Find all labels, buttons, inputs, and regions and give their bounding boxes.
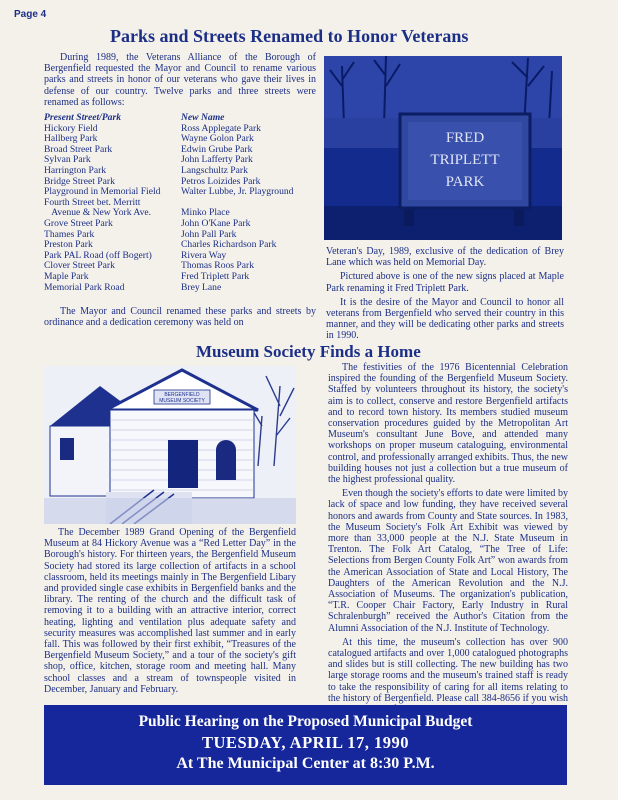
page-number: Page 4 — [14, 9, 47, 20]
fred-triplett-park-sign-photo — [324, 56, 562, 240]
present-name-cell: Hallberg Park — [44, 133, 98, 145]
banner-date: TUESDAY, APRIL 17, 1990 — [202, 733, 409, 752]
new-name-cell: Brey Lane — [181, 281, 222, 293]
museum-sign-text: MUSEUM SOCIETY — [159, 398, 205, 404]
sign-text-line: TRIPLETT — [430, 152, 500, 168]
new-name-cell: Walter Lubbe, Jr. Playground — [181, 186, 294, 198]
new-name-cell: Langschultz Park — [181, 164, 248, 176]
new-name-cell: Edwin Grube Park — [181, 143, 253, 155]
new-name-cell: Rivera Way — [181, 249, 227, 261]
parks-closing-paragraph: The Mayor and Council renamed these parks and streets by ordinance and a dedication ceremony was held on — [44, 306, 316, 329]
table-row — [44, 219, 316, 230]
present-name-cell: Sylvan Park — [44, 154, 91, 166]
museum-right-paragraph: Even though the society's efforts to date were limited by lack of space and low funding, they have received several honors and awards from County and State sources. In 1983, the Museum Society's Folk Art Exhibit was viewed by more than 33,000 people at the N.J. State Museum in Trenton. The Folk Art Catalog, “The Tree of Life: Selections from Bergen County Folk Art” won awards from the American Association of State and Local History, The Daughters of the American Revolution and the N.J. Association of Museums. The organization's publication, “T.R. Cooper Chair Factory, Early Industry in Rural Schralenburgh” received the Author's Citation from the Alumni Association of the N.J. Institute of Technology. — [328, 488, 568, 634]
parks-right-paragraph: Pictured above is one of the new signs placed at Maple Park renaming it Fred Triplett Park. — [326, 271, 564, 294]
museum-right-paragraph: At this time, the museum's collection has over 900 catalogued artifacts and over 1,000 catalogued photographs and slides but is still collecting. The new building has two large storage rooms and the museum's trained staff is ready to take the responsibility of caring for all items relating to the history of Bergenfield. Please call 384-8656 if you wish — [328, 636, 568, 704]
column-header-present: Present Street/Park — [44, 112, 122, 123]
present-name-cell: Grove Street Park — [44, 217, 113, 229]
present-name-cell: Preston Park — [44, 239, 93, 251]
present-name-cell: Maple Park — [44, 270, 89, 282]
museum-photo-illustration — [44, 366, 296, 524]
table-row — [44, 272, 316, 283]
present-name-cell: Park PAL Road (off Bogert) — [44, 249, 152, 261]
new-name-cell: John O'Kane Park — [181, 217, 251, 229]
museum-sign-text: BERGENFIELD — [164, 392, 200, 398]
present-name-cell: Harrington Park — [44, 164, 107, 176]
museum-right-column — [328, 362, 568, 718]
present-name-cell: Broad Street Park — [44, 143, 113, 155]
banner-location-time: At The Municipal Center at 8:30 P.M. — [176, 755, 435, 772]
sign-text-line: PARK — [445, 174, 485, 190]
new-name-cell: Ross Applegate Park — [181, 122, 261, 134]
museum-right-paragraph: The festivities of the 1976 Bicentennial Celebration inspired the founding of the Bergenfield Museum Society. Staffed by volunteers throughout its history, the society's aim is to collect, conserve and restore Bergenfield artifacts and to record town history. Its members studied museum conservation procedures guided by the Metropolitan Art Museum's consultant June Bove, and attended many workshops on proper museum cataloguing, environmental control, and professionally arranged exhibits. Thus, the new building houses not just a collection but a true museum of the highest professional quality. — [328, 362, 568, 486]
table-row — [44, 283, 316, 294]
new-name-cell: John Lafferty Park — [181, 154, 253, 166]
present-name-cell: Thames Park — [44, 228, 95, 240]
parks-right-paragraph: It is the desire of the Mayor and Council to honor all veterans from Bergenfield who served their country in this manner, and they will be dedicating other parks and streets in 1990. — [326, 296, 564, 342]
new-name-cell: Wayne Golon Park — [181, 133, 254, 145]
banner-headline: Public Hearing on the Proposed Municipal Budget — [138, 713, 473, 730]
parks-right-paragraph: Veteran's Day, 1989, exclusive of the dedication of Brey Lane which was held on Memorial Day. — [326, 246, 564, 269]
present-name-cell: Clover Street Park — [44, 260, 115, 272]
column-header-new: New Name — [181, 112, 225, 123]
new-name-cell: Fred Triplett Park — [181, 270, 250, 282]
sign-photo-illustration — [324, 56, 562, 240]
present-name-cell: Avenue & New York Ave. — [44, 207, 152, 219]
museum-building-photo — [44, 366, 296, 524]
article-title-museum: Museum Society Finds a Home — [196, 342, 421, 361]
table-row — [44, 166, 316, 177]
present-name-cell: Fourth Street bet. Merritt — [44, 196, 141, 208]
parks-right-column — [326, 246, 564, 345]
new-name-cell: John Pall Park — [181, 228, 237, 240]
new-name-cell: Petros Loizides Park — [181, 175, 261, 187]
sign-text-line: FRED — [445, 130, 485, 146]
present-name-cell: Hickory Field — [44, 122, 98, 134]
new-name-cell: Charles Richardson Park — [181, 239, 277, 251]
present-name-cell: Memorial Park Road — [44, 281, 125, 293]
new-name-cell: Minko Place — [181, 207, 230, 219]
article-title-parks: Parks and Streets Renamed to Honor Veterans — [110, 26, 469, 46]
museum-left-paragraph: The December 1989 Grand Opening of the Bergenfield Museum at 84 Hickory Avenue was a “Red Letter Day” in the Borough's history. For thirteen years, the Bergenfield Museum Society had stored its large collection of artifacts in a school classroom, held its meetings mainly in The Bergenfield Libary and provided single case exhibits in Bergenfield banks and the library. The renting of the church and the difficult task of removing it to a building with an attractive interior, correct heating, lighting and ventilation plus adequate safety and security measures was accomplished last summer and in early fall. This was followed by their first exhibit, “Treasures of the Bergenfield Museum Society,” and a tour of the society's gift shop, office, kitchen, storage room and meeting hall. Many school classes and a stream of townspeople visited in December, January and February. — [44, 527, 296, 695]
renamed-parks-table — [44, 113, 316, 293]
parks-intro-paragraph: During 1989, the Veterans Alliance of the Borough of Bergenfield requested the Mayor and Council to rename various parks and streets in honor of our veterans who gave their lives in defense of our country. Twelve parks and three streets were renamed as follows: — [44, 52, 316, 108]
budget-hearing-banner — [44, 705, 567, 785]
new-name-cell: Thomas Roos Park — [181, 260, 255, 272]
present-name-cell: Bridge Street Park — [44, 175, 115, 187]
present-name-cell: Playground in Memorial Field — [44, 186, 161, 198]
